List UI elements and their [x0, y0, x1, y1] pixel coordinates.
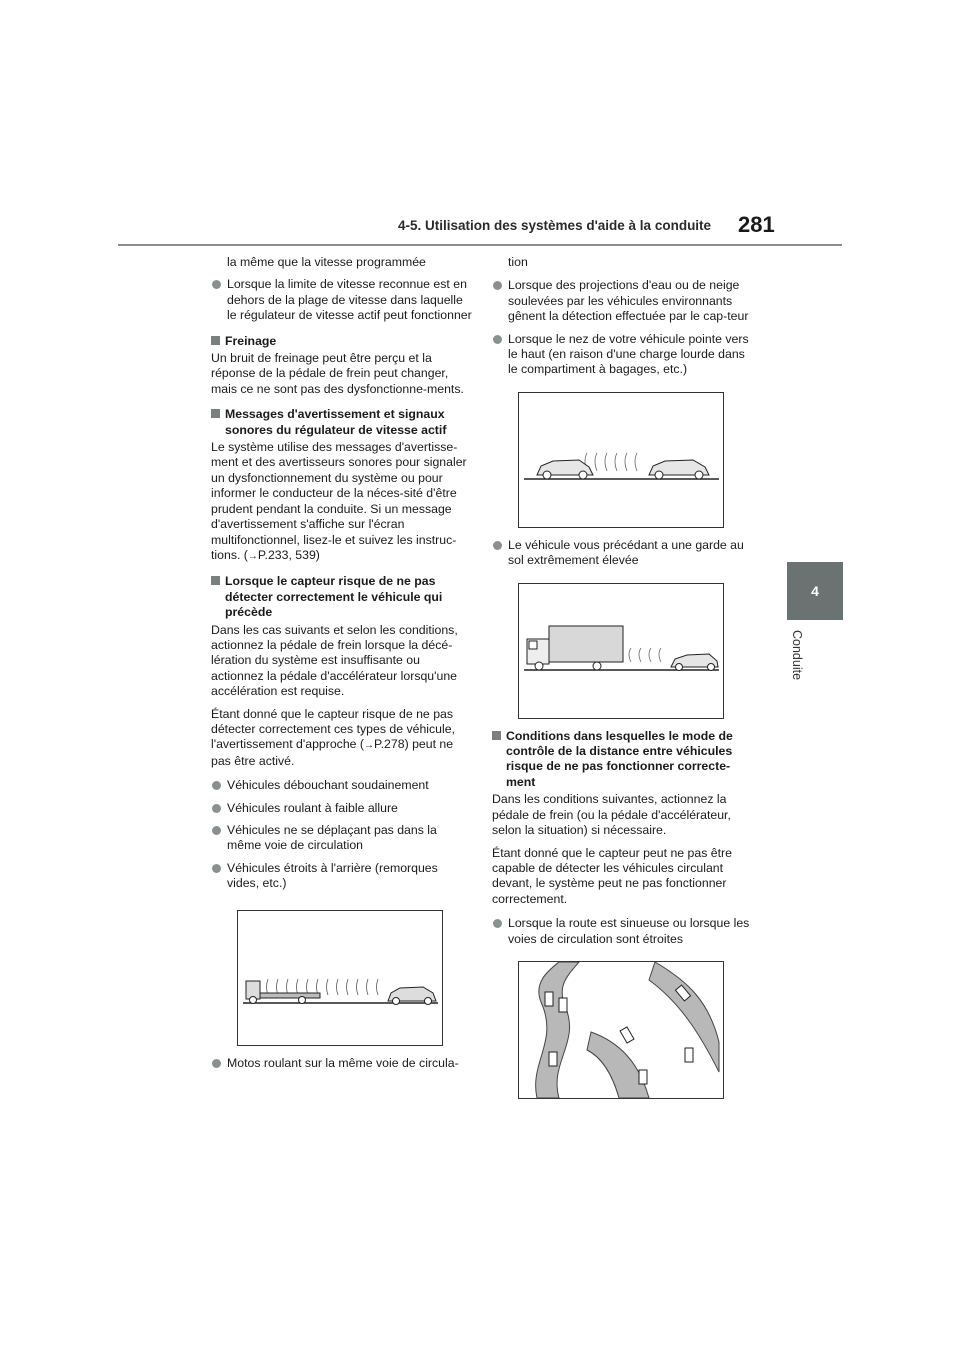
- arrow-icon: →: [247, 550, 258, 562]
- bullet-icon: [212, 864, 221, 873]
- left-column: [211, 255, 473, 1078]
- list-item: [492, 538, 754, 569]
- list-item: [492, 916, 754, 947]
- list-item: [211, 277, 473, 323]
- paragraph: Étant donné que le capteur peut ne pas être capable de détecter les véhicules circulant devant, le système peut ne pas fonctionner correctement.: [492, 845, 732, 906]
- right-column: [492, 255, 754, 1099]
- paragraph: Un bruit de freinage peut être perçu et la réponse de la pédale de frein peut changer, mais ce ne sont pas des dysfonctionne-ments.: [211, 351, 464, 396]
- list-item-text: Véhicules débouchant soudainement: [227, 778, 429, 793]
- truck-drawing: [519, 584, 723, 718]
- continued-text: tion: [508, 255, 528, 269]
- list-item: [211, 823, 473, 854]
- list-item-text: Lorsque la limite de vitesse reconnue est en dehors de la plage de vitesse dans laquelle le régulateur de vitesse actif peut fonctionner: [227, 277, 472, 323]
- heading-text: Freinage: [225, 333, 277, 348]
- empty-trailer-drawing: [238, 911, 442, 1045]
- heading-text: Messages d'avertissement et signaux sonores du régulateur de vitesse actif: [225, 407, 447, 437]
- text-run: Étant donné que le capteur risque de ne pas détecter correctement ces types de véhicule, l'avertissement d'approche (: [211, 706, 456, 752]
- square-bullet-icon: [211, 409, 220, 418]
- bullet-icon: [493, 281, 502, 290]
- paragraph: Dans les cas suivants et selon les conditions, actionnez la pédale de frein lorsque la décé-lération du système est insuffisante ou actionnez la pédale d'accélérateur lorsqu'une accélération est requise.: [211, 622, 458, 699]
- bullet-icon: [212, 826, 221, 835]
- square-bullet-icon: [211, 336, 220, 345]
- list-item: [211, 801, 473, 816]
- list-item: [492, 332, 754, 378]
- paragraph: [211, 707, 473, 770]
- empty-trailer-illustration: [237, 910, 443, 1046]
- square-bullet-icon: [211, 576, 220, 585]
- section-heading: [211, 334, 473, 349]
- page-reference: P.233, 539): [257, 547, 320, 562]
- heading-text: Conditions dans lesquelles le mode de contrôle de la distance entre véhicules risque de ne pas fonctionner correcte-ment: [506, 728, 733, 789]
- splash-illustration: [518, 392, 724, 528]
- bullet-icon: [212, 804, 221, 813]
- truck-illustration: [518, 583, 724, 719]
- section-heading: [492, 729, 754, 791]
- list-item: [211, 778, 473, 793]
- header-divider: [118, 244, 842, 246]
- list-item-text: Véhicules roulant à faible allure: [227, 800, 398, 815]
- bullet-icon: [212, 280, 221, 289]
- list-item-text: Véhicules étroits à l'arrière (remorques vides, etc.): [227, 860, 438, 891]
- page-number: 281: [738, 212, 775, 237]
- bullet-icon: [493, 541, 502, 550]
- bullet-icon: [493, 919, 502, 928]
- page-reference: P.278) peut ne pas être activé.: [211, 737, 454, 768]
- square-bullet-icon: [492, 731, 501, 740]
- paragraph: Dans les conditions suivantes, actionnez la pédale de frein (ou la pédale d'accélérateur, selon la situation) si nécessaire.: [492, 792, 731, 838]
- text-run: Le système utilise des messages d'avertisse-ment et des avertisseurs sonores pour signaler un dysfonctionnement du système ou pour informer le conducteur de la néces-sité d'être prudent pendant la conduite. Si un message d'avertissement s'affiche sur l'écran multifonctionnel, lisez-le et suivez les instruc-tions. (: [211, 440, 467, 562]
- section-heading: [211, 574, 473, 620]
- section-heading: [211, 407, 473, 438]
- list-item-text: Véhicules ne se déplaçant pas dans la même voie de circulation: [227, 823, 437, 853]
- winding-road-drawing: [519, 962, 723, 1098]
- list-item: [211, 861, 473, 892]
- list-item: [211, 1056, 473, 1071]
- bullet-icon: [212, 781, 221, 790]
- chapter-tab: 4: [787, 562, 843, 620]
- splash-drawing: [519, 393, 723, 527]
- list-item-text: Le véhicule vous précédant a une garde au sol extrêmement élevée: [508, 537, 744, 568]
- bullet-icon: [493, 335, 502, 344]
- continued-text: la même que la vitesse programmée: [227, 255, 426, 269]
- arrow-icon: →: [364, 740, 375, 752]
- bullet-icon: [212, 1059, 221, 1068]
- heading-text: Lorsque le capteur risque de ne pas détecter correctement le véhicule qui précède: [225, 574, 443, 620]
- list-item-text: Motos roulant sur la même voie de circula-: [227, 1055, 459, 1070]
- list-item-text: Lorsque la route est sinueuse ou lorsque les voies de circulation sont étroites: [508, 916, 750, 946]
- paragraph: [211, 440, 473, 564]
- section-title: 4-5. Utilisation des systèmes d'aide à la conduite: [398, 218, 712, 233]
- chapter-label: Conduite: [790, 630, 804, 681]
- winding-road-illustration: [518, 961, 724, 1099]
- list-item-text: Lorsque des projections d'eau ou de neige soulevées par les véhicules environnants gênent la détection effectuée par le cap-teur: [508, 278, 749, 324]
- list-item-text: Lorsque le nez de votre véhicule pointe vers le haut (en raison d'une charge lourde dans le compartiment à bagages, etc.): [508, 331, 749, 377]
- list-item: [492, 278, 754, 324]
